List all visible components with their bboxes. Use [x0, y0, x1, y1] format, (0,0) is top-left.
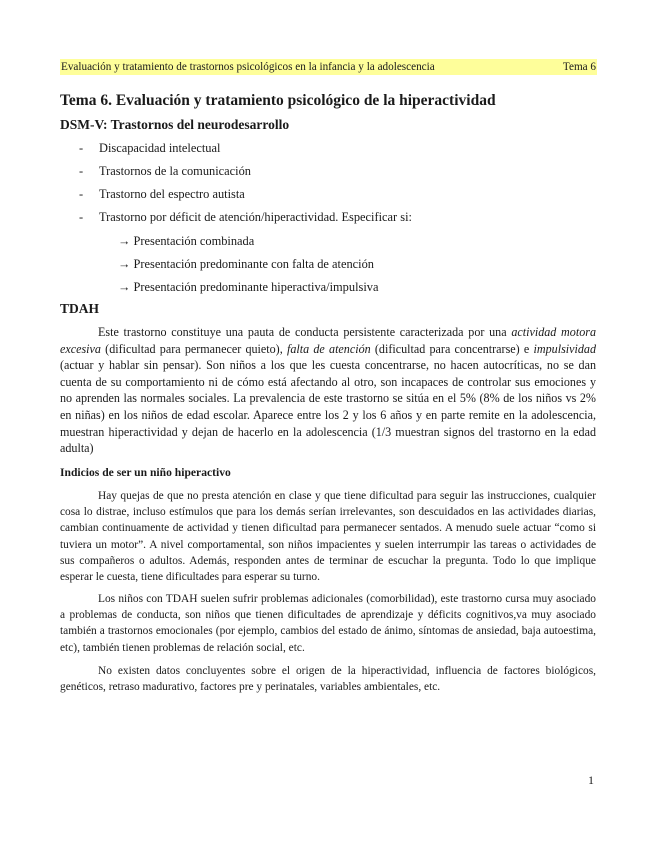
presentation-sublist	[118, 233, 378, 302]
list-item-text: Trastorno por déficit de atención/hiperactividad. Especificar si:	[99, 210, 412, 224]
page-number: 1	[588, 773, 594, 787]
list-item	[60, 186, 600, 209]
text-run: (dificultad para permanecer quieto),	[100, 341, 287, 356]
section-subtitle: DSM-V: Trastornos del neurodesarrollo	[60, 117, 290, 132]
text-run: (dificultad para concentrarse) e	[370, 341, 534, 356]
list-item	[60, 163, 600, 186]
paragraph-indicators: Hay quejas de que no presta atención en clase y que tiene dificultad para seguir las instrucciones, cualquier cosa lo distrae, incluso estímulos que para los demás serían irrelevantes, son descuidados en las actividades diarias, cambian continuamente de actividad y tienen dificultad para permanecer sentados. A menudo suele actuar “como si tuviera un motor”. A nivel comportamental, son niños impacientes y suelen interrumpir las tareas o actividades de sus compañeros o adultos. Además, responden antes de terminar de escuchar la pregunta. Todo lo que implique esperar le cuesta, tiene dificultades para esperar su turno.	[60, 490, 596, 584]
dash-bullet: -	[79, 187, 84, 201]
list-item-text: Trastorno del espectro autista	[99, 187, 245, 201]
page-title: Tema 6. Evaluación y tratamiento psicológico de la hiperactividad	[60, 92, 496, 109]
list-item-text: Trastornos de la comunicación	[99, 164, 251, 178]
disorder-list	[60, 140, 600, 232]
text-run: Este trastorno constituye una pauta de conducta persistente caracterizada por una	[98, 325, 512, 339]
dash-bullet: -	[79, 141, 84, 155]
header-course-title: Evaluación y tratamiento de trastornos psicológicos en la infancia y la adolescencia	[61, 61, 435, 73]
italic-term: actividad motora excesiva	[60, 325, 597, 356]
dash-bullet: -	[79, 210, 84, 224]
header-topic: Tema 6	[562, 61, 596, 73]
subheading-indicators: Indicios de ser un niño hiperactivo	[60, 466, 231, 479]
running-header	[60, 59, 597, 75]
list-item-text: Discapacidad intelectual	[99, 141, 221, 155]
paragraph-origin: No existen datos concluyentes sobre el origen de la hiperactividad, influencia de factores biológicos, genéticos, retraso madurativo, factores pre y perinatales, variables ambientales, etc.	[60, 665, 596, 694]
text-run: (actuar y hablar sin pensar). Son niños a los que les cuesta concentrarse, no hacen autocríticas, no se dan cuenta de su comportamiento ni de cómo está afectando al otro, son incapaces de controlar sus emociones y no aprenden las normales sociales. La prevalencia de este trastorno se sitúa en el 5% (8% de los niños vs 2% en niñas) en los niños de edad escolar. Aparece entre los 2 y los 6 años y en parte remite en la adolescencia, muestran hiperactividad y dejan de hacerlo en la adolescencia (1/3 muestran signos del trastorno en la edad adulta)	[60, 358, 596, 456]
italic-term: falta de atención	[286, 341, 371, 356]
paragraph-definition	[60, 324, 596, 457]
dash-bullet: -	[79, 164, 84, 178]
list-item	[60, 140, 600, 163]
sublist-item: → Presentación combinada	[118, 234, 255, 248]
sublist-item: → Presentación predominante con falta de atención	[118, 257, 374, 271]
paragraph-comorbidity: Los niños con TDAH suelen sufrir problemas adicionales (comorbilidad), este trastorno cursa muy asociado a problemas de conducta, son niños que tienen dificultades de aprendizaje y déficits cognitivos,va muy asociado también a trastornos emocionales (por ejemplo, cambios del estado de ánimo, síntomas de ansiedad, baja autoestima, etc), también tienen problemas de relación social, etc.	[60, 593, 596, 654]
sublist-item: → Presentación predominante hiperactiva/impulsiva	[118, 280, 379, 294]
list-item	[60, 209, 600, 232]
italic-term: impulsividad	[533, 341, 596, 356]
section-heading-tdah: TDAH	[60, 301, 100, 316]
